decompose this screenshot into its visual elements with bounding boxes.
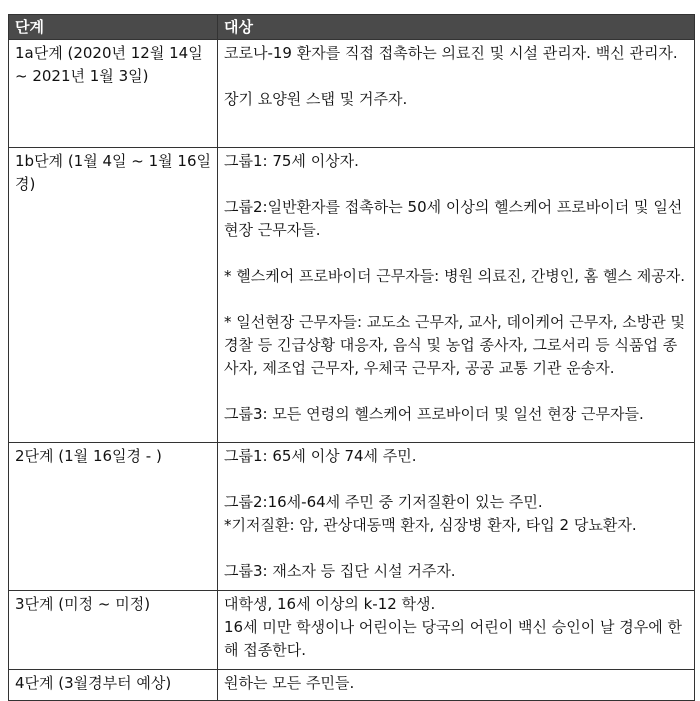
target-cell xyxy=(218,40,695,148)
target-line: 대학생, 16세 이상의 k-12 학생. xyxy=(224,595,436,613)
target-cell xyxy=(218,148,695,443)
table-row xyxy=(9,443,695,591)
target-cell xyxy=(218,591,695,670)
vaccine-phase-table xyxy=(8,14,695,701)
phase-cell: 3단계 (미정 ~ 미정) xyxy=(9,591,218,670)
target-line: * 헬스케어 프로바이더 근무자들: 병원 의료진, 간병인, 홈 헬스 제공자. xyxy=(224,267,686,285)
target-line: 코로나-19 환자를 직접 접촉하는 의료진 및 시설 관리자. 백신 관리자. xyxy=(224,44,678,62)
header-phase: 단계 xyxy=(9,15,218,40)
table-row xyxy=(9,148,695,443)
table-row xyxy=(9,670,695,701)
target-cell xyxy=(218,443,695,591)
target-line: 그룹2:16세-64세 주민 중 기저질환이 있는 주민. xyxy=(224,493,543,511)
phase-cell: 2단계 (1월 16일경 - ) xyxy=(9,443,218,591)
phase-cell: 1a단계 (2020년 12월 14일 ~ 2021년 1월 3일) xyxy=(9,40,218,148)
target-cell xyxy=(218,670,695,701)
target-line: 그룹1: 75세 이상자. xyxy=(224,152,359,170)
target-line: 원하는 모든 주민들. xyxy=(224,674,355,692)
phase-cell: 1b단계 (1월 4일 ~ 1월 16일경) xyxy=(9,148,218,443)
target-line: 그룹3: 재소자 등 집단 시설 거주자. xyxy=(224,562,456,580)
target-line: 그룹2:일반환자를 접촉하는 50세 이상의 헬스케어 프로바이더 및 일선 현장 근무자들. xyxy=(224,198,683,239)
phase-cell: 4단계 (3월경부터 예상) xyxy=(9,670,218,701)
table-row xyxy=(9,591,695,670)
target-line: 그룹3: 모든 연령의 헬스케어 프로바이더 및 일선 현장 근무자들. xyxy=(224,405,644,423)
target-line: * 일선현장 근무자들: 교도소 근무자, 교사, 데이케어 근무자, 소방관 및 경찰 등 긴급상황 대응자, 음식 및 농업 종사자, 그로서리 등 식품업 종사자, 제조업 근무자, 우체국 근무자, 공공 교통 기관 운송자. xyxy=(224,313,686,377)
target-line: 장기 요양원 스탭 및 거주자. xyxy=(224,90,408,108)
table-row xyxy=(9,40,695,148)
header-target: 대상 xyxy=(218,15,695,40)
target-line: 16세 미만 학생이나 어린이는 당국의 어린이 백신 승인이 날 경우에 한 해 접종한다. xyxy=(224,618,683,659)
table-header-row xyxy=(9,15,695,40)
target-line: *기저질환: 암, 관상대동맥 환자, 심장병 환자, 타입 2 당뇨환자. xyxy=(224,516,637,534)
target-line: 그룹1: 65세 이상 74세 주민. xyxy=(224,447,417,465)
